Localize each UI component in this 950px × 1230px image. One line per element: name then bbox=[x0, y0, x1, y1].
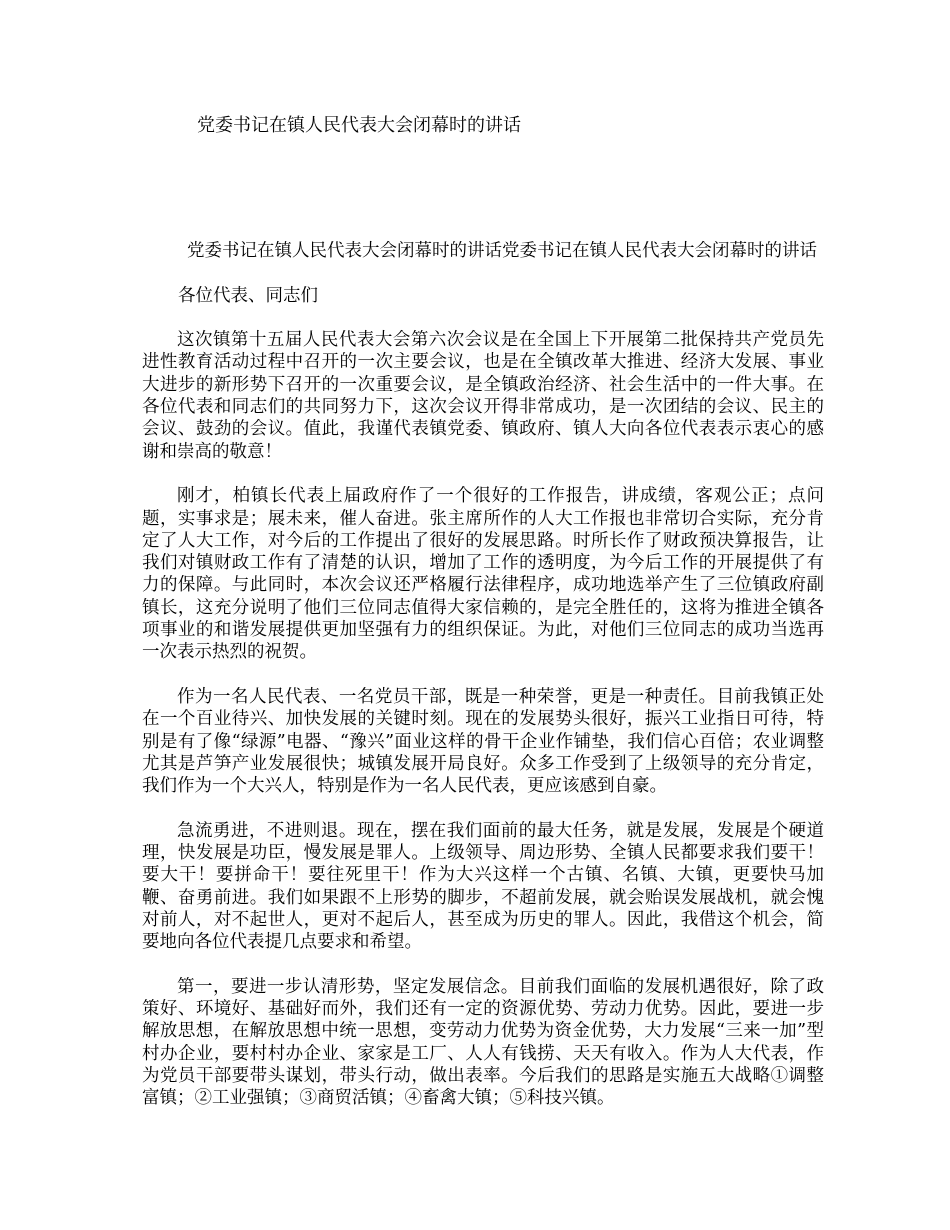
body-paragraph-5: 第一，要进一步认清形势，坚定发展信念。目前我们面临的发展机遇很好，除了政策好、环境好、基础好而外，我们还有一定的资源优势、劳动力优势。因此，要进一步解放思想，在解放思想中统一思想，变劳动力优势为资金优势，大力发展“三来一加”型村办企业，要村村办企业、家家是工厂、人人有钱捞、天天有收入。作为人大代表，作为党员干部要带头谋划，带头行动，做出表率。今后我们的思路是实施五大战略①调整富镇；②工业强镇；③商贸活镇；④畜禽大镇；⑤科技兴镇。 bbox=[142, 976, 824, 1109]
greeting-paragraph: 各位代表、同志们 bbox=[178, 285, 318, 306]
body-paragraph-1: 这次镇第十五届人民代表大会第六次会议是在全国上下开展第二批保持共产党员先进性教育活动过程中召开的一次主要会议，也是在全镇改革大推进、经济大发展、事业大进步的新形势下召开的一次重要会议，是全镇政治经济、社会生活中的一件大事。在各位代表和同志们的共同努力下，这次会议开得非常成功，是一次团结的会议、民主的会议、鼓劲的会议。值此，我谨代表镇党委、镇政府、镇人大向各位代表表示衷心的感谢和崇高的敬意！ bbox=[142, 330, 824, 462]
document-title: 党委书记在镇人民代表大会闭幕时的讲话 bbox=[197, 115, 521, 136]
body-paragraph-2: 刚才，柏镇长代表上届政府作了一个很好的工作报告，讲成绩，客观公正；点问题，实事求是；展未来，催人奋进。张主席所作的人大工作报也非常切合实际，充分肯定了人大工作，对今后的工作提出了很好的发展思路。时所长作了财政预决算报告，让我们对镇财政工作有了清楚的认识，增加了工作的透明度，为今后工作的开展提供了有力的保障。与此同时，本次会议还严格履行法律程序，成功地选举产生了三位镇政府副镇长，这充分说明了他们三位同志值得大家信赖的，是完全胜任的，这将为推进全镇各项事业的和谐发展提供更加坚强有力的组织保证。为此，对他们三位同志的成功当选再一次表示热烈的祝贺。 bbox=[142, 486, 824, 663]
body-paragraph-3: 作为一名人民代表、一名党员干部，既是一种荣誉，更是一种责任。目前我镇正处在一个百业待兴、加快发展的关键时刻。现在的发展势头很好，振兴工业指日可待，特别是有了像“绿源”电器、“豫兴”面业这样的骨干企业作铺垫，我们信心百倍；农业调整尤其是芦笋产业发展很快；城镇发展开局良好。众多工作受到了上级领导的充分肯定，我们作为一个大兴人，特别是作为一名人民代表，更应该感到自豪。 bbox=[142, 686, 824, 797]
document-body bbox=[142, 240, 824, 1132]
body-paragraph-4: 急流勇进，不进则退。现在，摆在我们面前的最大任务，就是发展，发展是个硬道理，快发展是功臣，慢发展是罪人。上级领导、周边形势、全镇人民都要求我们要干！要大干！要拼命干！要往死里干！作为大兴这样一个古镇、名镇、大镇，更要快马加鞭、奋勇前进。我们如果跟不上形势的脚步，不超前发展，就会贻误发展战机，就会愧对前人，对不起世人，更对不起后人，甚至成为历史的罪人。因此，我借这个机会，简要地向各位代表提几点要求和希望。 bbox=[142, 820, 824, 953]
intro-paragraph: 党委书记在镇人民代表大会闭幕时的讲话党委书记在镇人民代表大会闭幕时的讲话 bbox=[187, 241, 817, 261]
